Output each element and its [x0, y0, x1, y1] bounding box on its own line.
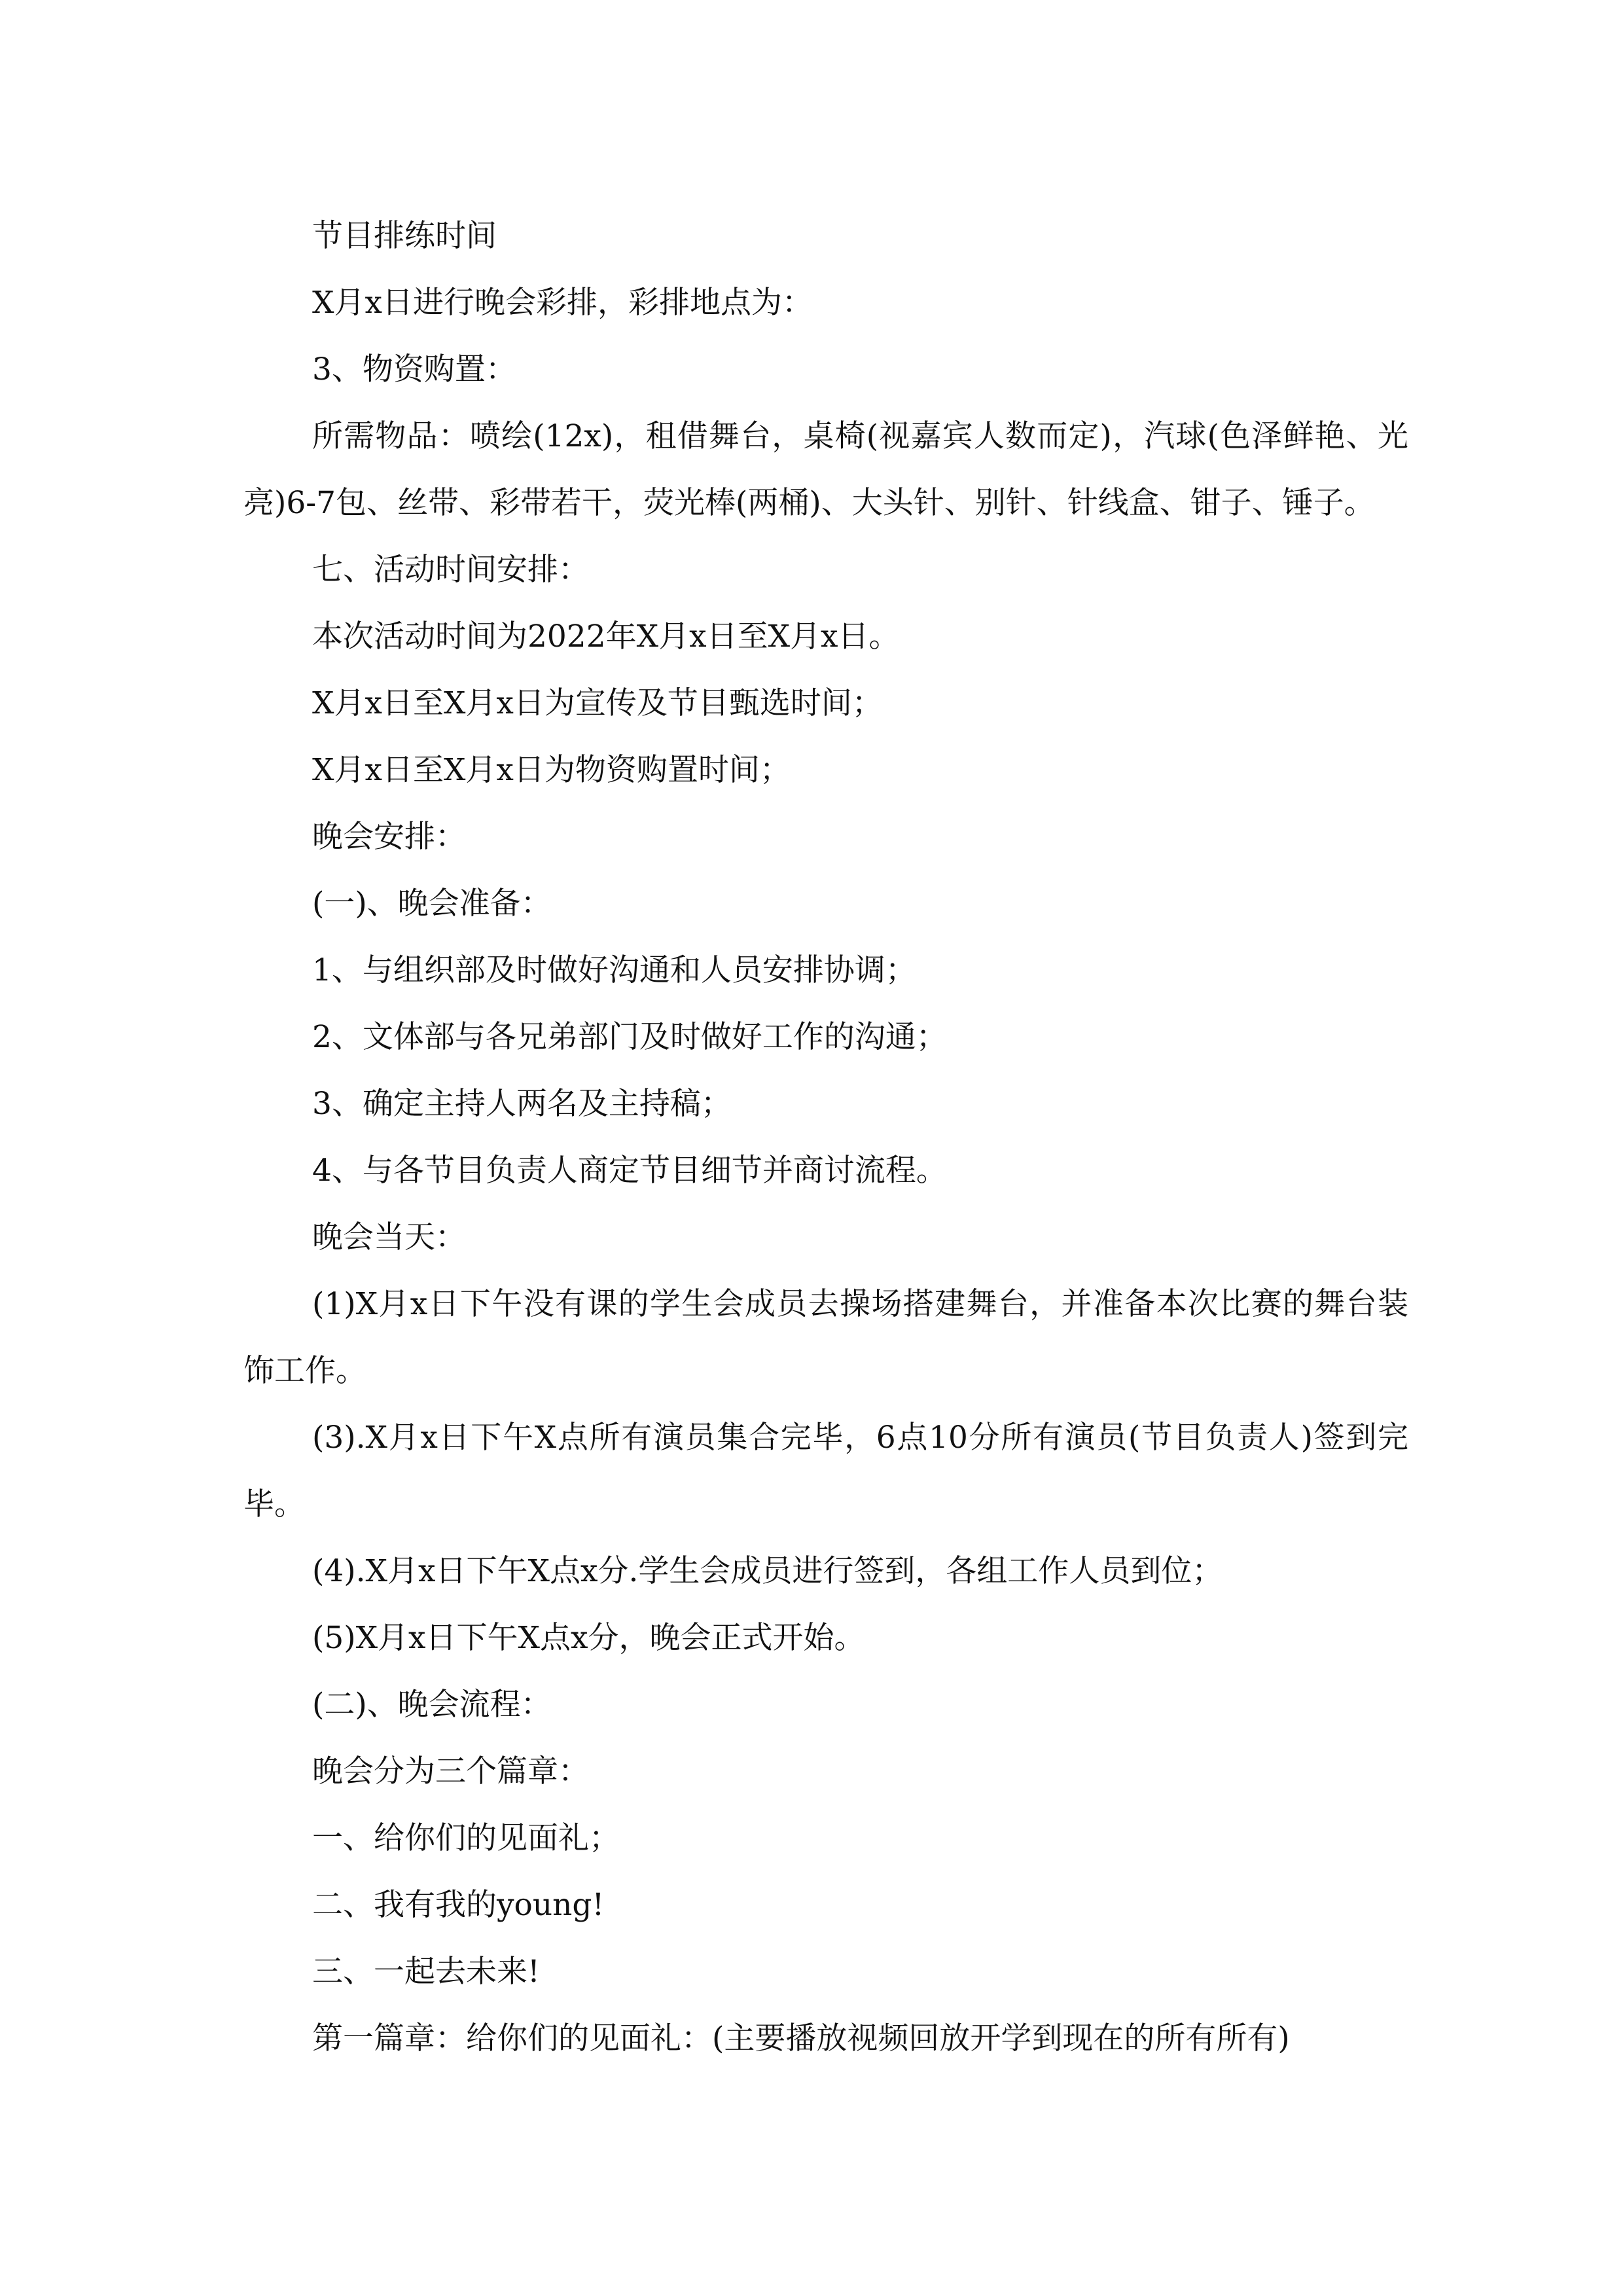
- paragraph: 一、给你们的见面礼；: [312, 1820, 620, 1856]
- paragraph: 晚会当天：: [312, 1219, 466, 1255]
- paragraph: X月x日至X月x日为宣传及节目甄选时间；: [312, 685, 883, 721]
- paragraph: 第一篇章：给你们的见面礼：(主要播放视频回放开学到现在的所有所有): [312, 2020, 1290, 2056]
- paragraph: 三、一起去未来!: [312, 1954, 540, 1990]
- paragraph: (3).X月x日下午X点所有演员集合完毕，6点10分所有演员(节目负责人)签到完毕。: [243, 1420, 1408, 1522]
- paragraph: 晚会分为三个篇章：: [312, 1753, 589, 1789]
- paragraph: 节目排练时间: [312, 218, 497, 254]
- paragraph: X月x日进行晚会彩排，彩排地点为：: [312, 285, 813, 321]
- paragraph: X月x日至X月x日为物资购置时间；: [312, 752, 791, 788]
- paragraph: (一)、晚会准备：: [312, 886, 552, 922]
- paragraph: 七、活动时间安排：: [312, 552, 589, 588]
- document-body: [243, 203, 1408, 2072]
- paragraph: 晚会安排：: [312, 819, 466, 855]
- paragraph: 1、与组织部及时做好沟通和人员安排协调；: [312, 952, 916, 988]
- paragraph: (1)X月x日下午没有课的学生会成员去操场搭建舞台，并准备本次比赛的舞台装饰工作。: [243, 1286, 1408, 1389]
- paragraph: 所需物品：喷绘(12x)，租借舞台，桌椅(视嘉宾人数而定)，汽球(色泽鲜艳、光亮)6-7包、丝带、彩带若干，荧光棒(两桶)、大头针、别针、针线盒、钳子、锤子。: [243, 418, 1408, 521]
- paragraph: (5)X月x日下午X点x分，晚会正式开始。: [312, 1620, 865, 1656]
- paragraph: (4).X月x日下午X点x分.学生会成员进行签到，各组工作人员到位；: [312, 1553, 1223, 1589]
- paragraph: 3、物资购置：: [312, 351, 516, 387]
- paragraph: 本次活动时间为2022年X月x日至X月x日。: [312, 619, 900, 655]
- paragraph: 2、文体部与各兄弟部门及时做好工作的沟通；: [312, 1019, 947, 1055]
- paragraph: 3、确定主持人两名及主持稿；: [312, 1086, 732, 1122]
- paragraph: 4、与各节目负责人商定节目细节并商讨流程。: [312, 1153, 947, 1189]
- paragraph: 二、我有我的young!: [312, 1887, 605, 1923]
- paragraph: (二)、晚会流程：: [312, 1687, 552, 1723]
